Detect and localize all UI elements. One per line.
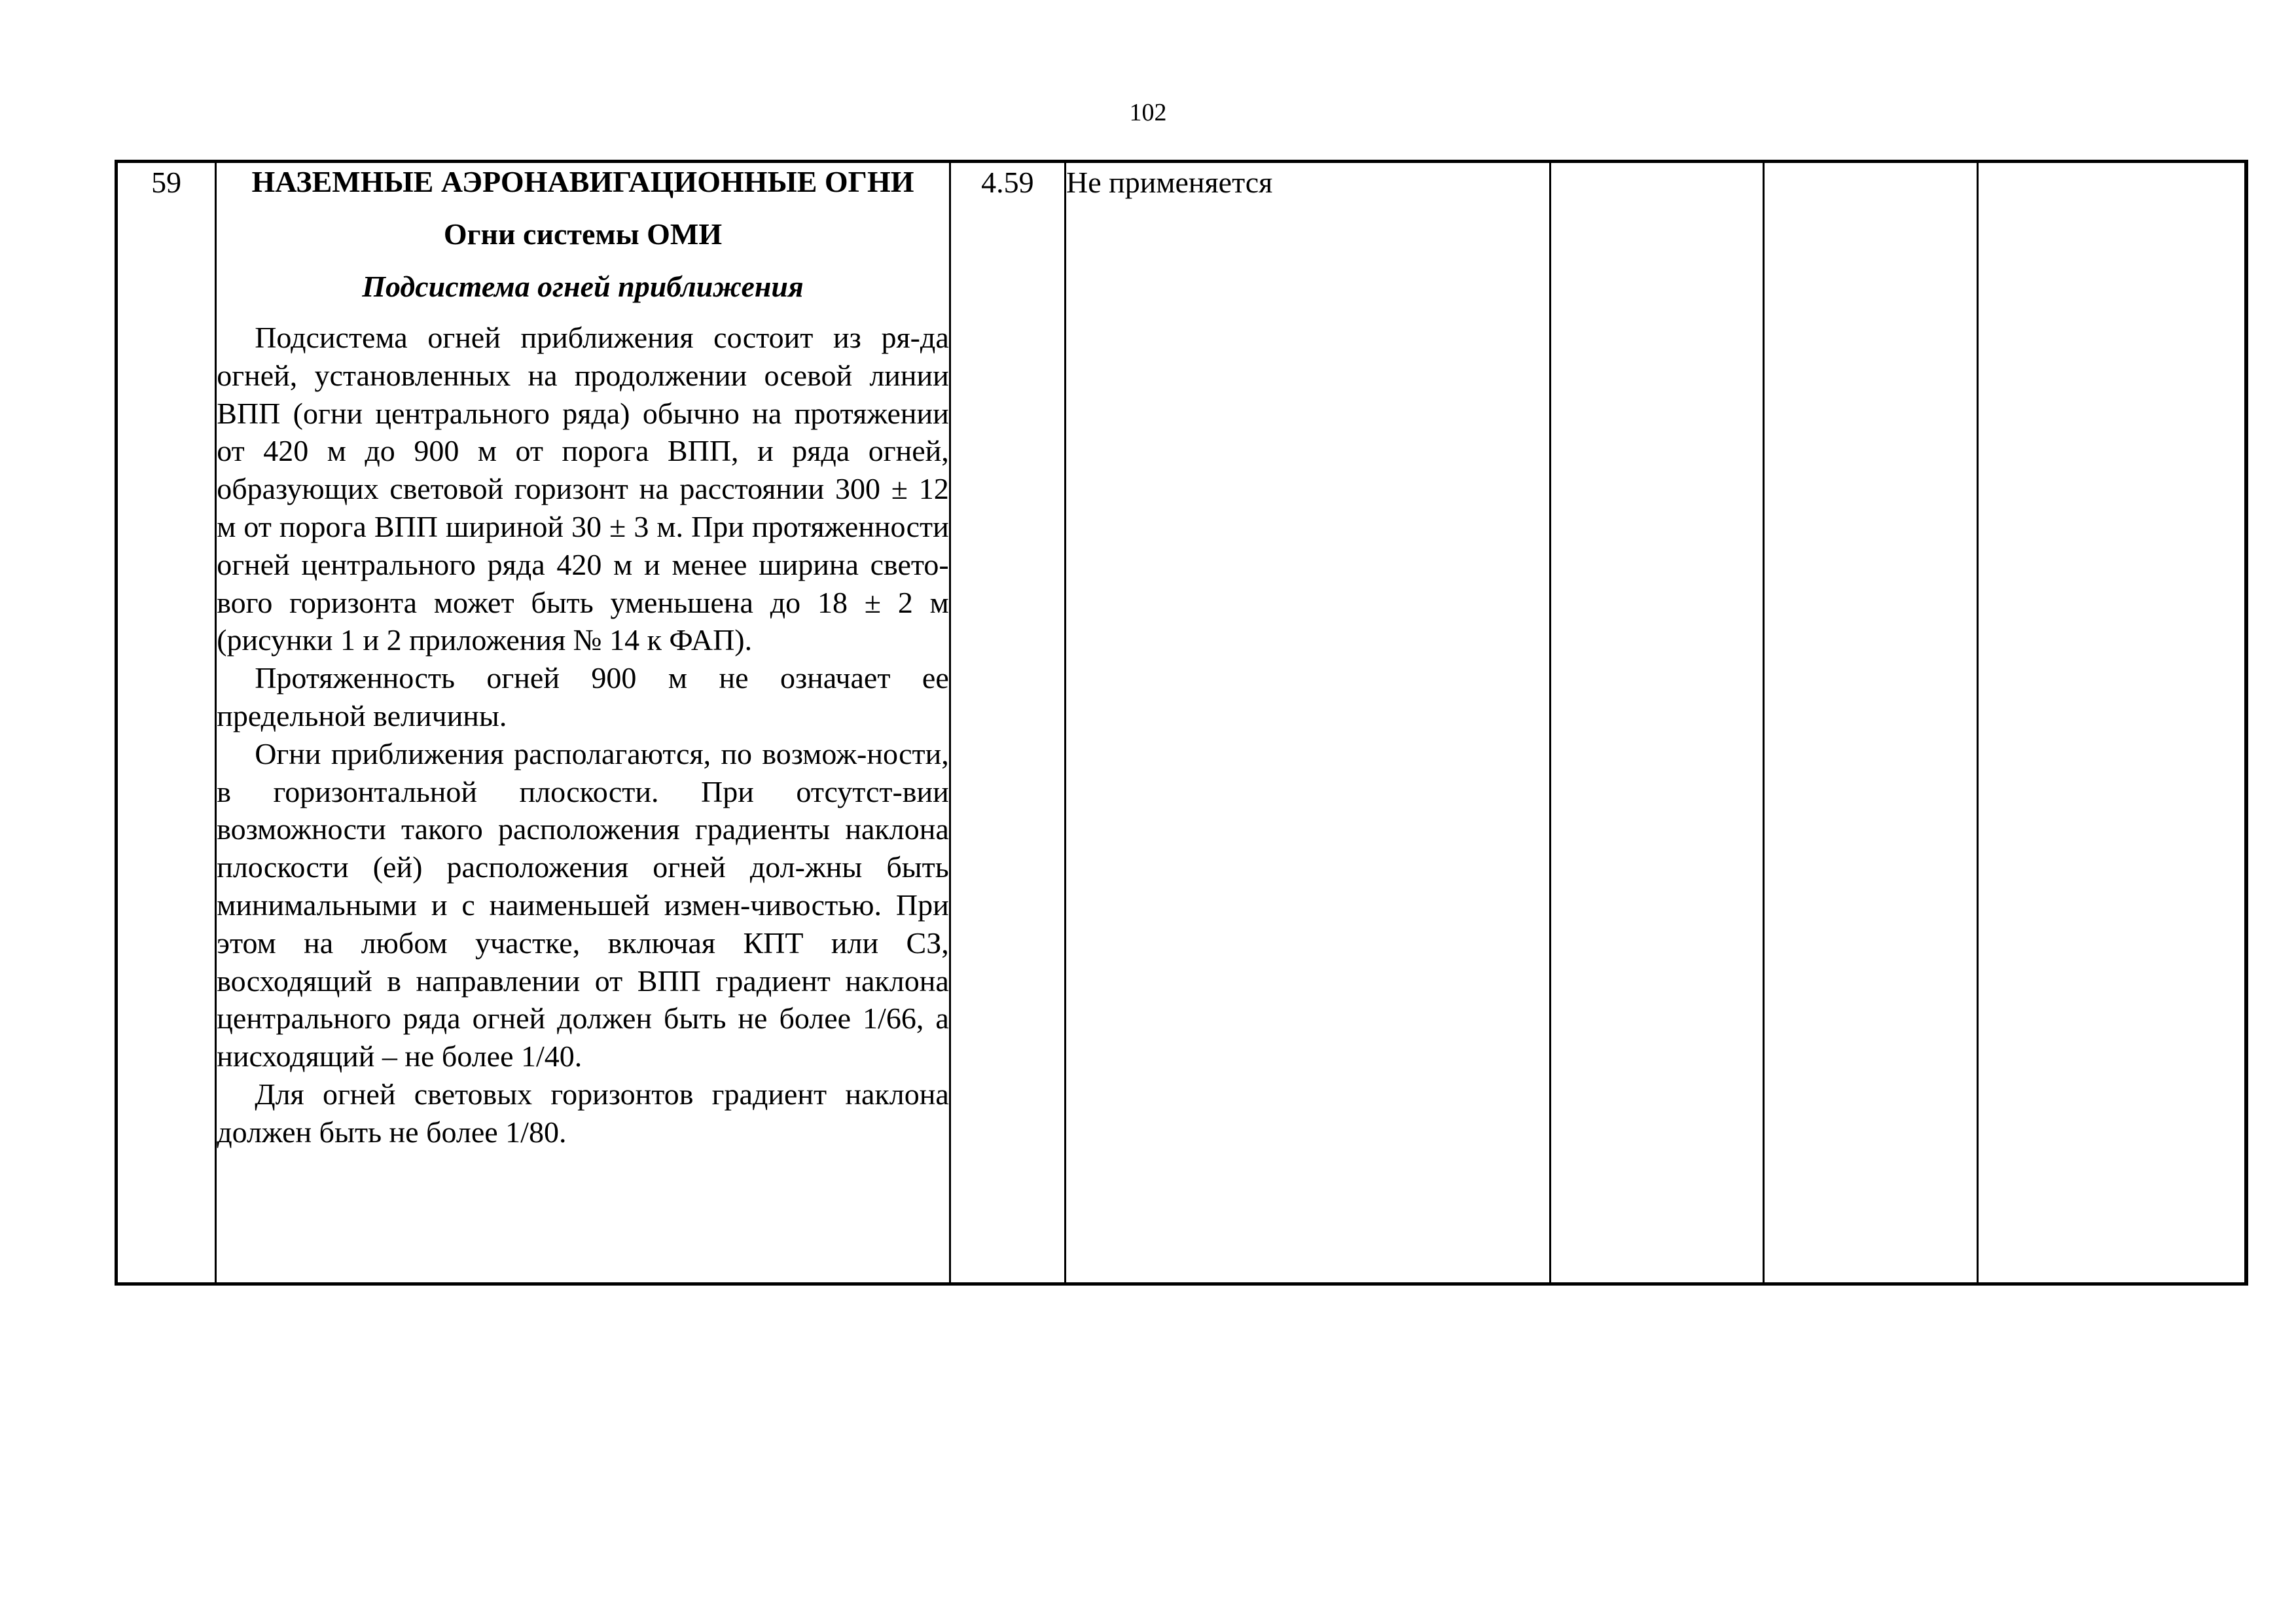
empty-cell bbox=[1764, 162, 1977, 1284]
section-heading: НАЗЕМНЫЕ АЭРОНАВИГАЦИОННЫЕ ОГНИ bbox=[251, 165, 914, 198]
empty-cell bbox=[1551, 162, 1764, 1284]
section-subheading: Огни системы ОМИ bbox=[443, 217, 723, 251]
paragraph: Огни приближения располагаются, по возмож-ности, в горизонтальной плоскости. При отсутст-вии возможности такого расположения градиенты наклона плоскости (ей) расположения огней дол-жны быть минимальными и с наименьшей измен-чивостью. При этом на любом участке, включая КПТ или СЗ, восходящий в направлении от ВПП градиент наклона центрального ряда огней должен быть не более 1/66, а нисходящий – не более 1/40. bbox=[217, 736, 949, 1074]
page-number: 102 bbox=[1129, 99, 1167, 126]
section-subsubheading: Подсистема огней приближения bbox=[362, 270, 804, 303]
requirements-table bbox=[115, 160, 2248, 1286]
paragraph: Подсистема огней приближения состоит из ря-да огней, установленных на продолжении осевой линии ВПП (огни центрального ряда) обычно на протяжении от 420 м до 900 м от порога ВПП, и ряда огней, образующих световой горизонт на расстоянии 300 ± 12 м от порога ВПП шириной 30 ± 3 м. При протяженности огней центрального ряда 420 м и менее ширина свето-вого горизонта может быть уменьшена до 18 ± 2 м (рисунки 1 и 2 приложения № 14 к ФАП). bbox=[217, 321, 949, 657]
empty-cell bbox=[1977, 162, 2246, 1284]
paragraph: Для огней световых горизонтов градиент наклона должен быть не более 1/80. bbox=[217, 1077, 949, 1149]
status-text: Не применяется bbox=[1065, 162, 1550, 1284]
reference-number: 4.59 bbox=[950, 162, 1065, 1284]
paragraph: Протяженность огней 900 м не означает ее предельной величины. bbox=[217, 661, 949, 732]
table-row bbox=[117, 162, 2247, 1284]
row-number: 59 bbox=[117, 162, 216, 1284]
requirement-text-cell bbox=[216, 162, 950, 1284]
